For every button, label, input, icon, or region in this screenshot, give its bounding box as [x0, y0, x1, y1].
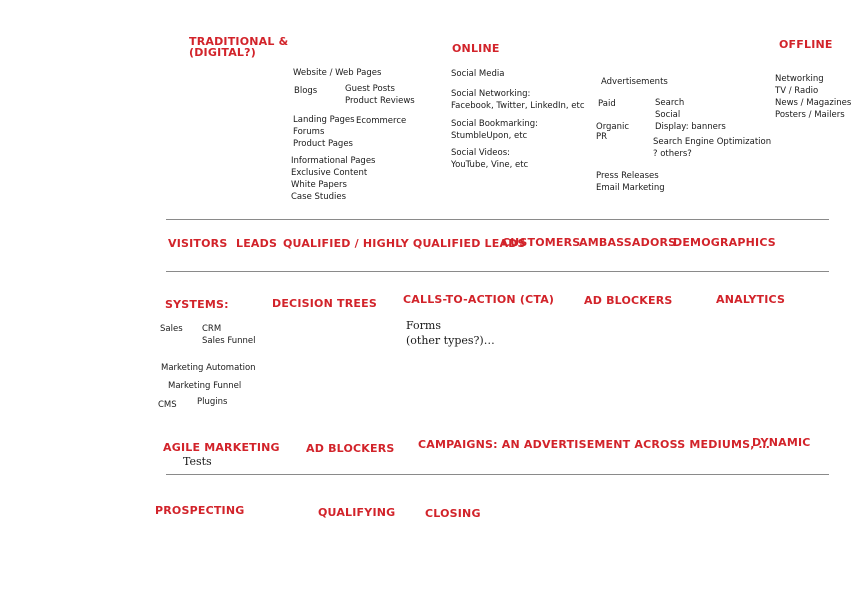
- heading-dynamic: DYNAMIC: [752, 436, 811, 449]
- stage-qualifying: QUALIFYING: [318, 506, 396, 519]
- item-organic: Organic: [596, 122, 630, 132]
- heading-ad-blockers-2: AD BLOCKERS: [306, 442, 395, 455]
- stage-visitors: VISITORS: [168, 237, 228, 250]
- item-press-releases: Press Releases: [596, 171, 659, 181]
- item-tv-radio: TV / Radio: [775, 86, 819, 96]
- divider-middle: [166, 271, 829, 272]
- stage-customers: CUSTOMERS: [502, 236, 581, 249]
- item-exclusive-content: Exclusive Content: [291, 168, 368, 178]
- item-social: Social: [655, 110, 681, 120]
- heading-systems: SYSTEMS:: [165, 298, 229, 311]
- heading-cta: CALLS-TO-ACTION (CTA): [403, 293, 555, 306]
- item-posters-mailers: Posters / Mailers: [775, 110, 845, 120]
- stage-qualified-leads: QUALIFIED / HIGHLY QUALIFIED LEADS: [283, 237, 526, 250]
- item-marketing-funnel: Marketing Funnel: [168, 381, 242, 391]
- item-plugins: Plugins: [197, 397, 228, 407]
- heading-offline: OFFLINE: [779, 38, 833, 51]
- item-other-types: (other types?)…: [406, 334, 495, 347]
- item-display-banners: Display: banners: [655, 122, 726, 132]
- item-guest-posts: Guest Posts: [345, 84, 395, 94]
- item-tests: Tests: [183, 455, 212, 468]
- heading-ad-blockers: AD BLOCKERS: [584, 294, 673, 307]
- item-sales: Sales: [160, 324, 183, 334]
- divider-bottom: [166, 474, 829, 475]
- divider-top: [166, 219, 829, 220]
- stage-ambassadors: AMBASSADORS: [579, 236, 677, 249]
- item-ecommerce: Ecommerce: [356, 116, 407, 126]
- item-blogs: Blogs: [294, 86, 318, 96]
- heading-agile-marketing: AGILE MARKETING: [163, 441, 280, 454]
- stage-demographics: DEMOGRAPHICS: [673, 236, 776, 249]
- item-news-magazines: News / Magazines: [775, 98, 851, 108]
- item-landing-pages: Landing Pages: [293, 115, 355, 125]
- item-email-marketing: Email Marketing: [596, 183, 665, 193]
- heading-traditional-line2: (DIGITAL?): [189, 46, 256, 59]
- item-case-studies: Case Studies: [291, 192, 347, 202]
- stage-leads: LEADS: [236, 237, 278, 250]
- heading-analytics: ANALYTICS: [716, 293, 786, 306]
- stage-prospecting: PROSPECTING: [155, 504, 245, 517]
- item-marketing-automation: Marketing Automation: [161, 363, 256, 373]
- item-informational-pages: Informational Pages: [291, 156, 376, 166]
- item-social-bookmarking-title: Social Bookmarking:: [451, 119, 538, 129]
- item-product-pages: Product Pages: [293, 139, 353, 149]
- item-social-networking-list: Facebook, Twitter, LinkedIn, etc: [451, 101, 585, 111]
- item-search: Search: [655, 98, 685, 108]
- item-social-videos-title: Social Videos:: [451, 148, 511, 158]
- item-website: Website / Web Pages: [293, 68, 382, 78]
- heading-decision-trees: DECISION TREES: [272, 297, 377, 310]
- item-paid: Paid: [598, 99, 616, 109]
- stage-closing: CLOSING: [425, 507, 481, 520]
- item-sales-funnel: Sales Funnel: [202, 336, 256, 346]
- item-pr: PR: [596, 132, 608, 142]
- item-others: ? others?: [653, 149, 692, 159]
- item-social-bookmarking-list: StumbleUpon, etc: [451, 131, 528, 141]
- item-advertisements: Advertisements: [601, 77, 668, 87]
- item-white-papers: White Papers: [291, 180, 347, 190]
- item-crm: CRM: [202, 324, 222, 334]
- item-forms: Forms: [406, 319, 441, 332]
- heading-traditional-line1: TRADITIONAL &: [189, 35, 289, 48]
- item-social-videos-list: YouTube, Vine, etc: [451, 160, 529, 170]
- item-forums: Forums: [293, 127, 325, 137]
- item-cms: CMS: [158, 400, 177, 410]
- heading-campaigns: CAMPAIGNS: AN ADVERTISEMENT ACROSS MEDIUMS, …: [418, 438, 770, 451]
- item-networking: Networking: [775, 74, 824, 84]
- item-social-networking-title: Social Networking:: [451, 89, 531, 99]
- item-seo: Search Engine Optimization: [653, 137, 772, 147]
- item-product-reviews: Product Reviews: [345, 96, 415, 106]
- heading-online: ONLINE: [452, 42, 500, 55]
- item-social-media: Social Media: [451, 69, 505, 79]
